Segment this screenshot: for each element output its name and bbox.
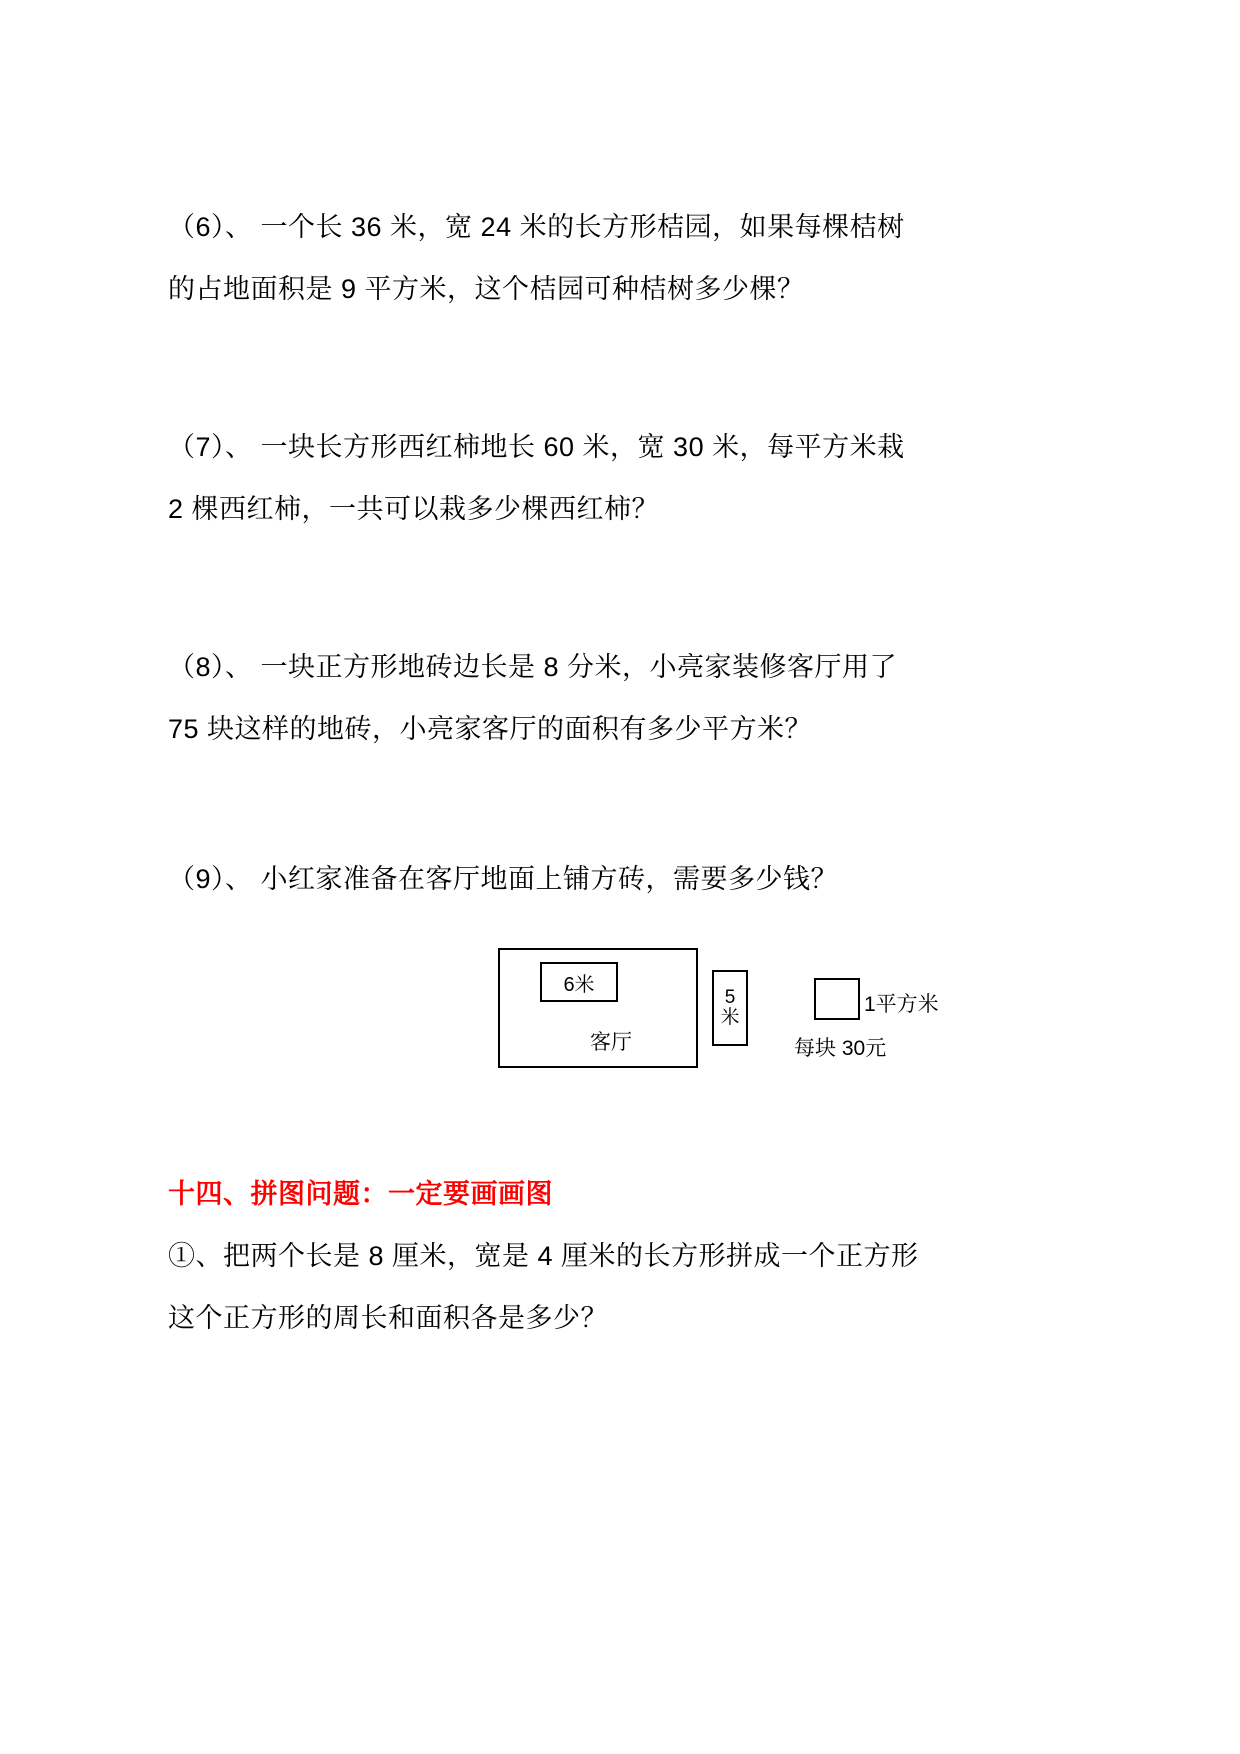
spacer-before-section (168, 1123, 1088, 1163)
question-9-line-1: （9）、 小红家准备在客厅地面上铺方砖，需要多少钱？ (168, 864, 839, 894)
question-6-line-1: （6）、 一个长 36 米，宽 24 米的长方形桔园，如果每棵桔树 (168, 212, 905, 242)
document-content (168, 196, 1088, 1349)
question-7-line-2: 2 棵西红柿，一共可以栽多少棵西红柿？ (168, 494, 660, 524)
side-measure-unit: 米 (720, 1007, 740, 1028)
section-item-1-line-1: ①、把两个长是 8 厘米，宽是 4 厘米的长方形拼成一个正方形 (168, 1241, 919, 1271)
question-7 (168, 416, 1088, 540)
tile-area-label: 1平方米 (864, 993, 939, 1016)
section-title: 十四、拼图问题：一定要画画图 (168, 1179, 553, 1209)
spacer-after-q8 (168, 760, 1088, 848)
tile-price-label: 每块 30元 (794, 1037, 887, 1060)
spacer-after-q6 (168, 320, 1088, 416)
question-6 (168, 196, 1088, 320)
question-6-line-2: 的占地面积是 9 平方米，这个桔园可种桔树多少棵？ (168, 274, 805, 304)
spacer-after-q7 (168, 540, 1088, 636)
section-item-1 (168, 1225, 1088, 1349)
room-inner-label: 6米 (563, 973, 595, 996)
question-8-line-2: 75 块这样的地砖，小亮家客厅的面积有多少平方米？ (168, 714, 813, 744)
question-8-line-1: （8）、 一块正方形地砖边长是 8 分米，小亮家装修客厅用了 (168, 652, 898, 682)
side-measure-value: 5 (724, 987, 736, 1009)
tile-square (814, 978, 860, 1020)
living-room-diagram (498, 948, 1088, 1123)
question-9 (168, 848, 1088, 910)
section-item-1-line-2: 这个正方形的周长和面积各是多少？ (168, 1303, 608, 1333)
side-measure-box (712, 970, 748, 1046)
question-8 (168, 636, 1088, 760)
room-label: 客厅 (590, 1031, 632, 1054)
question-7-line-1: （7）、 一块长方形西红柿地长 60 米，宽 30 米，每平方米栽 (168, 432, 905, 462)
room-inner-rect (540, 962, 618, 1002)
